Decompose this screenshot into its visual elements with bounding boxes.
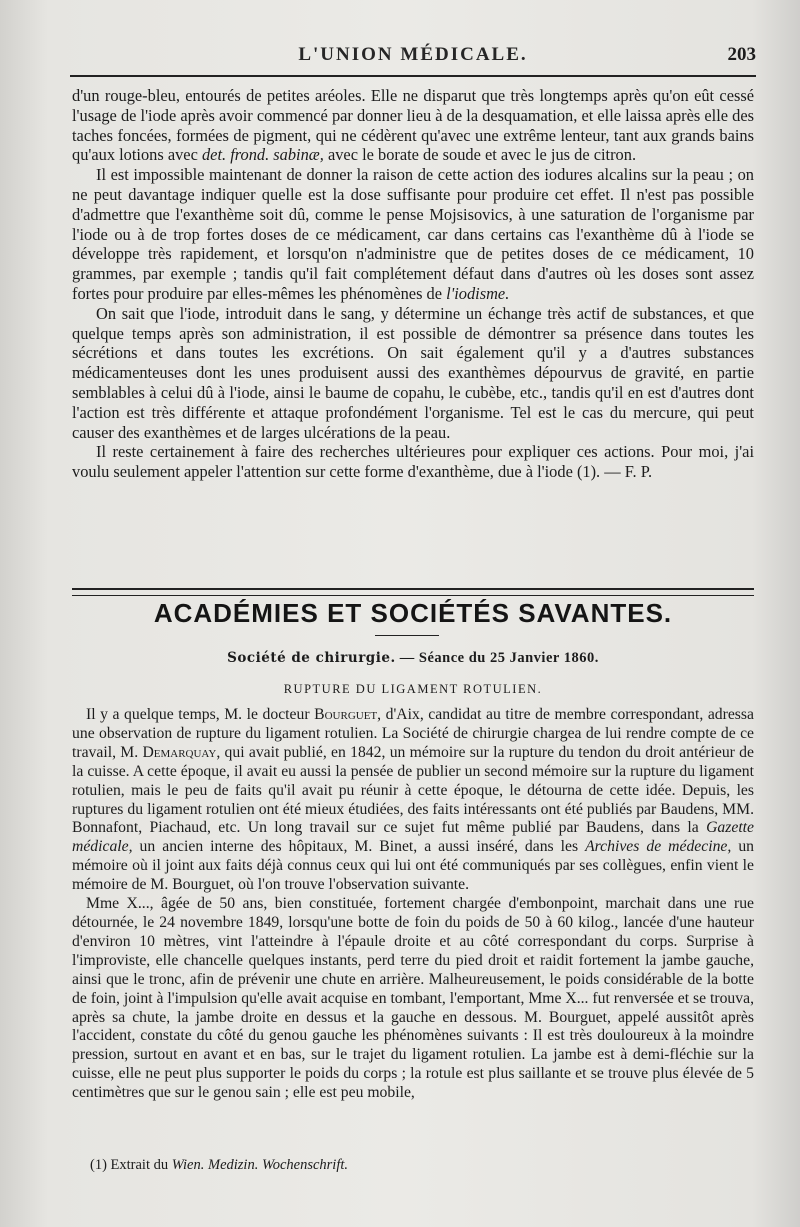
paragraph: Il reste certainement à faire des recherches ultérieures pour expliquer ces actions. Pour moi, j'ai voulu seulement appeler l'attention sur cette forme d'exanthème, due à l'iode (1). — F. P. <box>72 442 754 482</box>
text: un ancien interne des hôpitaux, M. Binet, a aussi inséré, dans les <box>139 838 579 856</box>
header-rule <box>70 75 756 77</box>
italic-text: det. frond. sabinæ, <box>201 145 324 165</box>
paragraph <box>72 706 754 895</box>
journal-title: Gazette médicale, <box>72 819 754 856</box>
session-date: — Séance du 25 Janvier 1860. <box>399 650 599 666</box>
author-name: Bourguet <box>314 706 378 723</box>
text: , d'Aix, candidat au titre de membre correspondant, adressa une observation de rupture du ligament rotulien. La Société de chirurgie chargea de lui rendre compte de ce travail, M. <box>72 706 754 761</box>
running-title: L'UNION MÉDICALE. <box>298 44 528 65</box>
footnote-prefix: (1) Extrait du <box>90 1157 169 1173</box>
footnote <box>90 1157 754 1174</box>
text: avec le borate de soude et avec le jus de citron. <box>327 145 637 165</box>
footnote-source: Wien. Medizin. Wochenschrift. <box>171 1157 349 1173</box>
paragraph <box>72 165 754 304</box>
journal-title: Archives de médecine, <box>585 838 732 856</box>
author-name: Demarquay <box>142 743 217 761</box>
article-body <box>72 86 754 482</box>
text: Il est impossible maintenant de donner la raison de cette action des iodures alcalins sur la peau ; on ne peut davantage indiquer quelle est la dose suffisante pour produire cet effet. Il n'est pas possible d'admettre que l'exanthème soit dû, comme le pense Mojsisovics, à une saturation de l'organisme par l'iode ou à de trop fortes doses de ce médicament, car dans certains cas l'exanthème dû à l'iode se développe très rapidement, et lorsqu'on n'administre que de petites doses de ce médicament, 10 grammes, par exemple ; tandis qu'il fait complétement défaut dans d'autres où les doses sont assez fortes pour produire par elles-mêmes les phénomènes de <box>72 165 754 303</box>
section-divider <box>72 588 754 596</box>
article-subheading: RUPTURE DU LIGAMENT ROTULIEN. <box>283 682 543 696</box>
society-name: Société de chirurgie. <box>227 650 396 666</box>
paragraph: On sait que l'iode, introduit dans le sang, y détermine un échange très actif de substances, et que quelque temps après son administration, il est possible de démontrer sa présence dans toutes les sécrétions et dans toutes les excrétions. On sait également qu'il y a d'autres substances médicamenteuses dont les unes produisent aussi des exanthèmes dépourvus de gravité, en partie semblables à celui dû à l'iode, ainsi le baume de copahu, le cubèbe, etc., tandis qu'il en est d'autres dont l'action est très différente et attaque profondément l'organisme. Tel est le cas du mercure, qui peut causer des exanthèmes et de larges ulcérations de la peau. <box>72 303 754 442</box>
text: d'un rouge-bleu, entourés de petites aréoles. Elle ne disparut que très longtemps après qu'on eût cessé l'usage de l'iode après avoir commencé par donner lieu à de la desquamation, et elle laissa après elle des taches foncées, formées de pigment, qui ne cédèrent qu'avec une extrême lenteur, tant aux grands bains qu'aux lotions avec <box>72 86 754 165</box>
text: un mémoire où il joint aux faits déjà connus ceux qui lui ont été communiqués par ses collègues, enfin vient le mémoire de M. Bourguet, où l'on trouve l'observation suivante. <box>72 838 755 894</box>
italic-text: l'iodisme. <box>446 283 510 303</box>
paragraph <box>72 86 754 165</box>
report-body <box>72 706 754 1103</box>
text: , qui avait publié, en 1842, un mémoire sur la rupture du tendon du droit antérieur de la cuisse. A cette époque, il avait eu aussi la pensée de publier un second mémoire sur la rupture du ligament rotulien, mais le peu de faits qu'il avait pu réunir à cette époque, le détourna de cette idée. Depuis, les ruptures du ligament rotulien ont été mieux étudiées, des faits intéressants ont été publiés par Baudens, MM. Bonnafont, Piachaud, etc. Un long travail sur ce sujet fut même publié par Baudens, dans la <box>72 743 754 837</box>
society-heading <box>72 650 754 667</box>
section-title: ACADÉMIES ET SOCIÉTÉS SAVANTES. <box>153 598 673 628</box>
page-header <box>70 42 756 72</box>
text: Il y a quelque temps, M. le docteur <box>86 706 310 723</box>
paragraph: Mme X..., âgée de 50 ans, bien constituée, fortement chargée d'embonpoint, marchait dans une rue détournée, le 24 novembre 1849, lorsqu'une botte de foin du poids de 50 à 60 kilog., lancée d'une hauteur d'environ 10 mètres, vint l'atteindre à l'épaule droite et au côté correspondant du corps. Surprise à l'improviste, elle chancelle quelques instants, perd terre du pied droit et raidit fortement la jambe gauche, ainsi que le tronc, afin de prévenir une chute en arrière. Malheureusement, le poids considérable de la botte de foin, joint à l'impulsion qu'elle avait acquise en tombant, l'emportant, Mme X... fut renversée et se trouva, après sa chute, la jambe droite en dessus et la gauche en dessous. M. Bourguet, appelé aussitôt après l'accident, constate du côté du genou gauche les phénomènes suivants : Il est très douloureux à la moindre pression, surtout en avant et en bas, sur le trajet du ligament rotulien. La jambe est à demi-fléchie sur la cuisse, elle ne peut plus supporter le poids du corps ; la rotule est plus saillante et se trouve plus élevée de 5 centimètres que sur le genou sain ; elle est peu mobile, <box>72 895 754 1102</box>
page-number: 203 <box>727 44 756 65</box>
title-rule <box>375 635 439 636</box>
